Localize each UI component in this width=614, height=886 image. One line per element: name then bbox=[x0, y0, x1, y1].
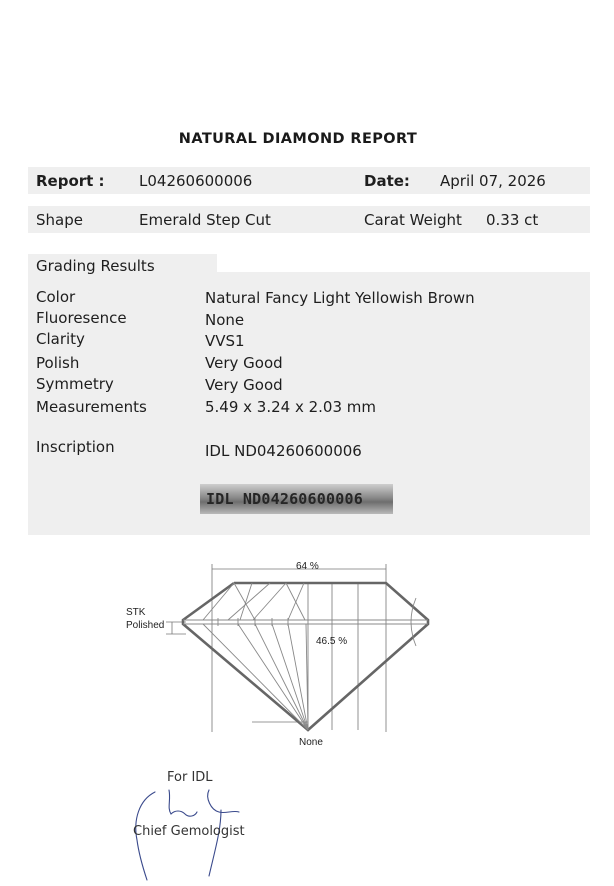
clarity-value: VVS1 bbox=[205, 332, 245, 350]
fluorescence-label: Fluoresence bbox=[36, 309, 127, 327]
proportions-diagram bbox=[110, 552, 450, 752]
date-value: April 07, 2026 bbox=[440, 172, 546, 190]
depth-percent-label: 46.5 % bbox=[316, 636, 348, 647]
shape-label: Shape bbox=[36, 211, 83, 229]
report-number-value: L04260600006 bbox=[139, 172, 253, 190]
girdle-thickness-label: STK bbox=[126, 607, 146, 618]
laser-inscription-image bbox=[200, 484, 393, 514]
color-label: Color bbox=[36, 288, 76, 306]
shape-carat-row bbox=[28, 206, 590, 233]
culet-label: None bbox=[299, 737, 323, 748]
symmetry-value: Very Good bbox=[205, 376, 283, 394]
symmetry-label: Symmetry bbox=[36, 375, 114, 393]
fluorescence-value: None bbox=[205, 311, 245, 329]
carat-weight-value: 0.33 ct bbox=[486, 211, 539, 229]
carat-weight-label: Carat Weight bbox=[364, 211, 462, 229]
report-number-label: Report : bbox=[36, 172, 105, 190]
date-label: Date: bbox=[364, 172, 410, 190]
report-title: NATURAL DIAMOND REPORT bbox=[178, 131, 418, 147]
shape-value: Emerald Step Cut bbox=[139, 211, 271, 229]
polish-label: Polish bbox=[36, 354, 80, 372]
color-value: Natural Fancy Light Yellowish Brown bbox=[205, 289, 475, 307]
inscription-value: IDL ND04260600006 bbox=[205, 442, 362, 460]
chief-gemologist-title: Chief Gemologist bbox=[133, 824, 245, 839]
inscription-label: Inscription bbox=[36, 438, 115, 456]
grading-tab-gap bbox=[217, 254, 590, 272]
measurements-label: Measurements bbox=[36, 398, 147, 416]
for-idl-label: For IDL bbox=[167, 770, 213, 785]
report-info-row bbox=[28, 167, 590, 194]
clarity-label: Clarity bbox=[36, 330, 85, 348]
grading-results-title: Grading Results bbox=[36, 257, 155, 275]
table-percent-label: 64 % bbox=[296, 561, 319, 572]
laser-inscription-text: IDL ND04260600006 bbox=[206, 490, 363, 508]
polish-value: Very Good bbox=[205, 354, 283, 372]
measurements-value: 5.49 x 3.24 x 2.03 mm bbox=[205, 398, 377, 416]
girdle-finish-label: Polished bbox=[126, 620, 165, 631]
